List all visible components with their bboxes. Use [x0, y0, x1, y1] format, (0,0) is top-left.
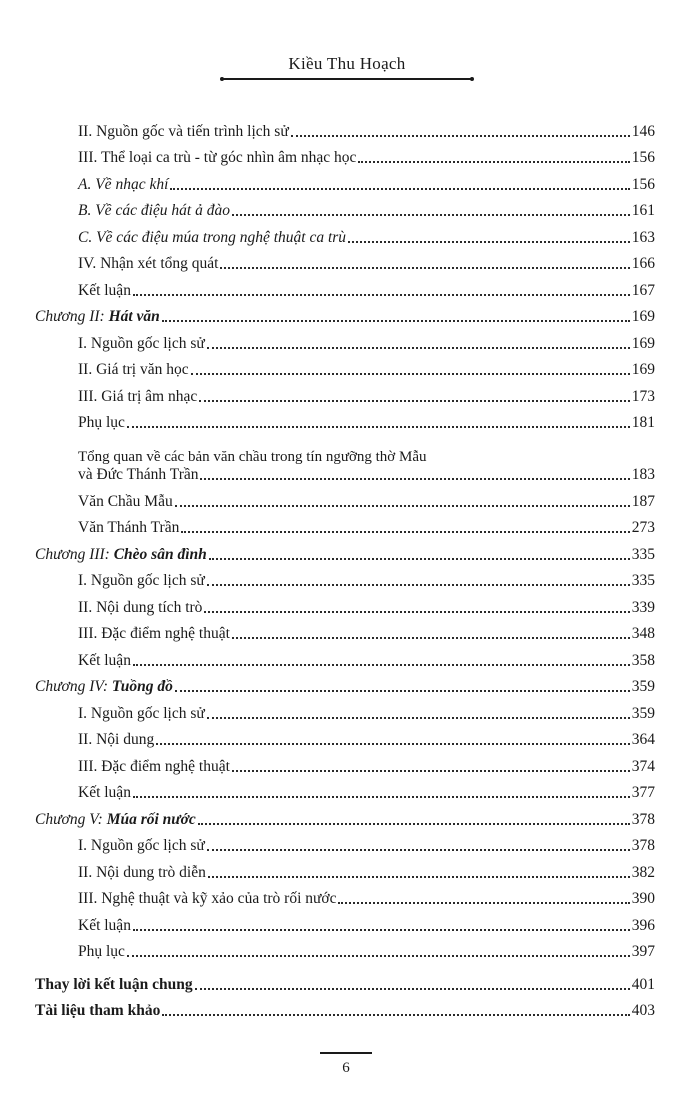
toc-entry-title: III. Giá trị âm nhạc	[78, 387, 198, 405]
toc-page-number: 163	[631, 228, 655, 246]
toc-entry	[35, 432, 655, 484]
toc-chapter-entry	[35, 670, 655, 697]
table-of-contents	[35, 114, 655, 1020]
dot-leader	[200, 478, 629, 480]
toc-page-number: 169	[631, 308, 655, 325]
dot-leader	[199, 400, 630, 402]
toc-entry	[35, 908, 655, 935]
dot-leader	[220, 267, 629, 269]
toc-entry	[35, 994, 655, 1021]
toc-entry-title: Tổng quan về các bản văn chầu trong tín ngưỡng thờ Mẫu	[78, 449, 427, 465]
dot-leader	[208, 876, 630, 878]
toc-entry-title: II. Nội dung tích trò	[78, 598, 203, 616]
toc-entry-title: III. Nghệ thuật và kỹ xảo của trò rối nước	[78, 890, 337, 907]
toc-page-number: 187	[631, 492, 655, 510]
toc-entry-title: Kết luận	[78, 916, 131, 934]
toc-entry	[35, 617, 655, 644]
dot-leader	[358, 161, 629, 163]
toc-entry-title: III. Đặc điểm nghệ thuật	[78, 757, 230, 775]
toc-page-number: 359	[631, 678, 655, 695]
chapter-label: Chương II:	[35, 308, 109, 325]
toc-entry-title: I. Nguồn gốc lịch sử	[78, 334, 205, 352]
toc-page-number: 359	[631, 704, 655, 722]
dot-leader	[133, 796, 630, 798]
toc-entry-title: II. Nguồn gốc và tiến trình lịch sử	[78, 122, 289, 140]
toc-entry	[35, 829, 655, 856]
toc-page-number: 377	[631, 784, 655, 801]
toc-entry	[35, 220, 655, 247]
toc-entry-title: Văn Thánh Trần	[78, 519, 180, 536]
toc-entry-title: Phụ lục	[78, 943, 125, 960]
toc-page-number: 169	[631, 334, 655, 352]
chapter-title: Múa rối nước	[106, 810, 196, 828]
toc-entry	[35, 484, 655, 511]
toc-entry	[35, 855, 655, 882]
toc-entry	[35, 776, 655, 803]
chapter-label: Chương III:	[35, 545, 114, 563]
toc-entry	[35, 749, 655, 776]
toc-page-number: 378	[631, 837, 655, 854]
toc-entry-title: Kết luận	[78, 784, 131, 801]
chapter-title: Tuồng đồ	[111, 678, 173, 695]
toc-entry	[35, 273, 655, 300]
chapter-title: Chèo sân đình	[113, 545, 207, 563]
toc-chapter-entry	[35, 802, 655, 829]
toc-entry	[35, 723, 655, 750]
dot-leader	[162, 1014, 629, 1016]
toc-entry	[35, 326, 655, 353]
toc-entry-title: III. Thể loại ca trù - từ góc nhìn âm nhạc học	[78, 149, 357, 166]
toc-entry	[35, 167, 655, 194]
toc-entry	[35, 141, 655, 168]
toc-entry	[35, 643, 655, 670]
toc-page-number: 335	[631, 572, 655, 589]
toc-entry-title: IV. Nhận xét tổng quát	[78, 255, 219, 272]
toc-entry	[35, 696, 655, 723]
dot-leader	[170, 188, 629, 190]
toc-entry-title: A. Về nhạc khí	[78, 175, 169, 193]
dot-leader	[127, 426, 630, 428]
toc-entry-title: II. Giá trị văn học	[78, 361, 189, 378]
toc-page-number: 181	[631, 414, 655, 431]
footer-rule	[320, 1052, 372, 1054]
dot-leader	[207, 849, 630, 851]
header-rule	[222, 78, 472, 80]
toc-entry-title: I. Nguồn gốc lịch sử	[78, 837, 205, 854]
toc-entry	[35, 590, 655, 617]
dot-leader	[207, 584, 630, 586]
chapter-label: Chương V:	[35, 810, 107, 828]
dot-leader	[195, 988, 630, 990]
toc-page-number: 358	[631, 651, 655, 669]
toc-entry-title: Kết luận	[78, 281, 131, 299]
dot-leader	[156, 743, 630, 745]
toc-page-number: 167	[631, 281, 655, 299]
dot-leader	[175, 690, 630, 692]
dot-leader	[338, 902, 629, 904]
toc-page-number: 403	[631, 1002, 655, 1019]
toc-page-number: 273	[631, 519, 655, 536]
toc-chapter-entry	[35, 300, 655, 327]
toc-entry	[35, 511, 655, 538]
toc-entry-title: Kết luận	[78, 651, 131, 669]
toc-entry-title: I. Nguồn gốc lịch sử	[78, 704, 205, 722]
toc-entry	[35, 114, 655, 141]
toc-page-number: 397	[631, 943, 655, 960]
toc-page-number: 364	[631, 731, 655, 748]
dot-leader	[191, 373, 630, 375]
toc-entry-title: I. Nguồn gốc lịch sử	[78, 572, 205, 589]
toc-page-number: 390	[631, 890, 655, 907]
toc-page-number: 348	[631, 625, 655, 642]
toc-entry-title-continued: và Đức Thánh Trần	[78, 466, 199, 483]
toc-entry-title: B. Về các điệu hát ả đào	[78, 202, 230, 219]
toc-page-number: 169	[631, 361, 655, 378]
chapter-title: Hát văn	[108, 308, 160, 325]
running-header-title: Kiều Thu Hoạch	[288, 54, 406, 73]
toc-entry	[35, 564, 655, 591]
toc-page-number: 401	[631, 975, 655, 993]
toc-page-number: 396	[631, 916, 655, 934]
toc-page-number: 156	[631, 175, 655, 193]
dot-leader	[291, 135, 630, 137]
dot-leader	[133, 664, 630, 666]
toc-page-number: 146	[631, 122, 655, 140]
page-number: 6	[342, 1060, 350, 1076]
dot-leader	[232, 770, 630, 772]
toc-page-number: 374	[631, 757, 655, 775]
toc-entry	[35, 353, 655, 380]
dot-leader	[133, 929, 630, 931]
toc-entry-title: II. Nội dung	[78, 731, 155, 748]
dot-leader	[181, 531, 629, 533]
dot-leader	[127, 955, 630, 957]
dot-leader	[207, 347, 630, 349]
toc-entry	[35, 247, 655, 274]
dot-leader	[209, 558, 630, 560]
dot-leader	[232, 637, 630, 639]
dot-leader	[175, 505, 630, 507]
toc-entry	[35, 406, 655, 433]
dot-leader	[232, 214, 630, 216]
toc-page-number: 156	[631, 149, 655, 166]
toc-entry-title: Văn Chầu Mẫu	[78, 492, 173, 510]
toc-entry	[35, 379, 655, 406]
toc-entry	[35, 194, 655, 221]
running-header	[222, 52, 472, 82]
toc-page-number: 173	[631, 387, 655, 405]
toc-entry-title: Phụ lục	[78, 414, 125, 431]
toc-chapter-entry	[35, 537, 655, 564]
toc-page-number: 382	[631, 863, 655, 881]
dot-leader	[348, 241, 630, 243]
dot-leader	[207, 717, 630, 719]
dot-leader	[204, 611, 629, 613]
toc-entry-title: Tài liệu tham khảo	[35, 1002, 161, 1019]
toc-entry	[35, 935, 655, 962]
toc-page-number: 166	[631, 255, 655, 272]
toc-entry-title: Thay lời kết luận chung	[35, 975, 193, 993]
toc-entry-title: III. Đặc điểm nghệ thuật	[78, 625, 230, 642]
toc-page-number: 339	[631, 598, 655, 616]
toc-page-number: 378	[631, 810, 655, 828]
toc-entry-title: II. Nội dung trò diễn	[78, 863, 206, 881]
toc-page-number: 335	[631, 545, 655, 563]
dot-leader	[198, 823, 630, 825]
toc-page-number: 183	[631, 466, 655, 483]
toc-entry	[35, 967, 655, 994]
dot-leader	[133, 294, 630, 296]
page-footer	[320, 1052, 372, 1082]
dot-leader	[162, 320, 630, 322]
toc-entry-title: C. Về các điệu múa trong nghệ thuật ca trù	[78, 228, 347, 246]
chapter-label: Chương IV:	[35, 678, 112, 695]
toc-page-number: 161	[631, 202, 655, 219]
toc-entry	[35, 882, 655, 909]
